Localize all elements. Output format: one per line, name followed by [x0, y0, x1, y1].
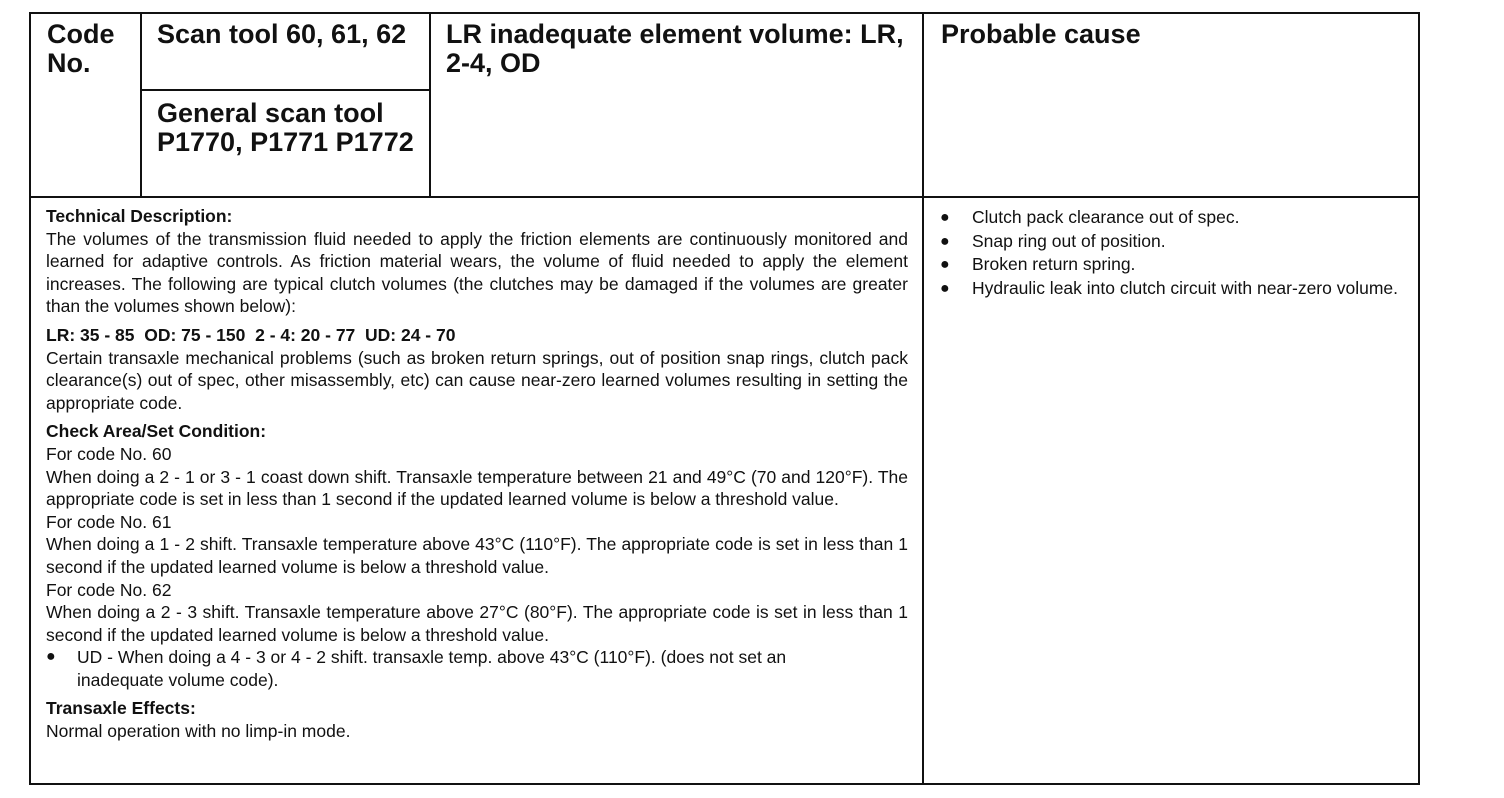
mechanical-problems-text: Certain transaxle mechanical problems (such as broken return springs, out of position snap rings, clutch pack clearance(s) out of spec, other misassembly, etc) can cause near-zero learned volumes resulting in setting the appropriate code.	[46, 347, 908, 413]
list-item	[940, 230, 1410, 254]
divider-cause-column	[922, 12, 924, 785]
transaxle-effects-heading: Transaxle Effects:	[46, 698, 196, 719]
code-62-label: For code No. 62	[46, 579, 172, 600]
list-item	[940, 253, 1410, 277]
header-scan-tool: Scan tool 60, 61, 62	[157, 19, 407, 49]
cause-text: Snap ring out of position.	[972, 230, 1166, 251]
code-62-text: When doing a 2 - 3 shift. Transaxle temperature above 27°C (80°F). The appropriate code is set in less than 1 second if the updated learned volume is below a threshold value.	[46, 602, 908, 645]
divider-code-column	[140, 12, 142, 198]
code-61-text: When doing a 1 - 2 shift. Transaxle temperature above 43°C (110°F). The appropriate code is set in less than 1 second if the updated learned volume is below a threshold value.	[46, 534, 908, 577]
technical-description-text: The volumes of the transmission fluid needed to apply the friction elements are continuously monitored and learned for adaptive controls. As friction material wears, the volume of fluid needed to apply the element increases. The following are typical clutch volumes (the clutches may be damaged if the volumes are greater than the volumes shown below):	[46, 228, 908, 317]
clutch-volumes-line: LR: 35 - 85 OD: 75 - 150 2 - 4: 20 - 77 UD: 24 - 70	[46, 324, 456, 345]
cause-text: Hydraulic leak into clutch circuit with near-zero volume.	[972, 277, 1398, 298]
list-item	[940, 206, 1410, 230]
code-60-text: When doing a 2 - 1 or 3 - 1 coast down shift. Transaxle temperature between 21 and 49°C (70 and 120°F). The appropriate code is set in less than 1 second if the updated learned volume is below a threshold value.	[46, 466, 908, 510]
header-title: LR inadequate element volume: LR, 2-4, OD	[446, 19, 904, 78]
description-cell	[46, 205, 908, 743]
technical-description-heading: Technical Description:	[46, 206, 233, 226]
divider-scan-column	[429, 12, 431, 198]
check-area-heading: Check Area/Set Condition:	[46, 421, 267, 442]
header-probable-cause: Probable cause	[941, 19, 1141, 49]
header-general-scan-tool: General scan tool P1770, P1771 P1772	[157, 98, 414, 157]
code-61-label: For code No. 61	[46, 511, 172, 532]
transaxle-effects-text: Normal operation with no limp-in mode.	[46, 721, 351, 742]
probable-cause-list	[940, 206, 1410, 300]
divider-scan-tool-rows	[140, 89, 431, 91]
list-item	[940, 277, 1410, 301]
code-60-label: For code No. 60	[46, 443, 172, 464]
cause-text: Broken return spring.	[972, 254, 1136, 274]
ud-bullet	[46, 646, 867, 691]
ud-bullet-text: UD - When doing a 4 - 3 or 4 - 2 shift. transaxle temp. above 43°C (110°F). (does not set an inadequate volume code).	[77, 647, 787, 690]
cause-text: Clutch pack clearance out of spec.	[972, 207, 1240, 227]
bullet-icon: ●	[940, 209, 950, 226]
bullet-icon: ●	[940, 256, 950, 273]
bullet-icon: ●	[46, 648, 56, 666]
bullet-icon: ●	[940, 279, 950, 297]
divider-header-body	[29, 196, 1420, 198]
bullet-icon: ●	[940, 232, 950, 250]
header-code-no: Code No.	[47, 19, 115, 78]
